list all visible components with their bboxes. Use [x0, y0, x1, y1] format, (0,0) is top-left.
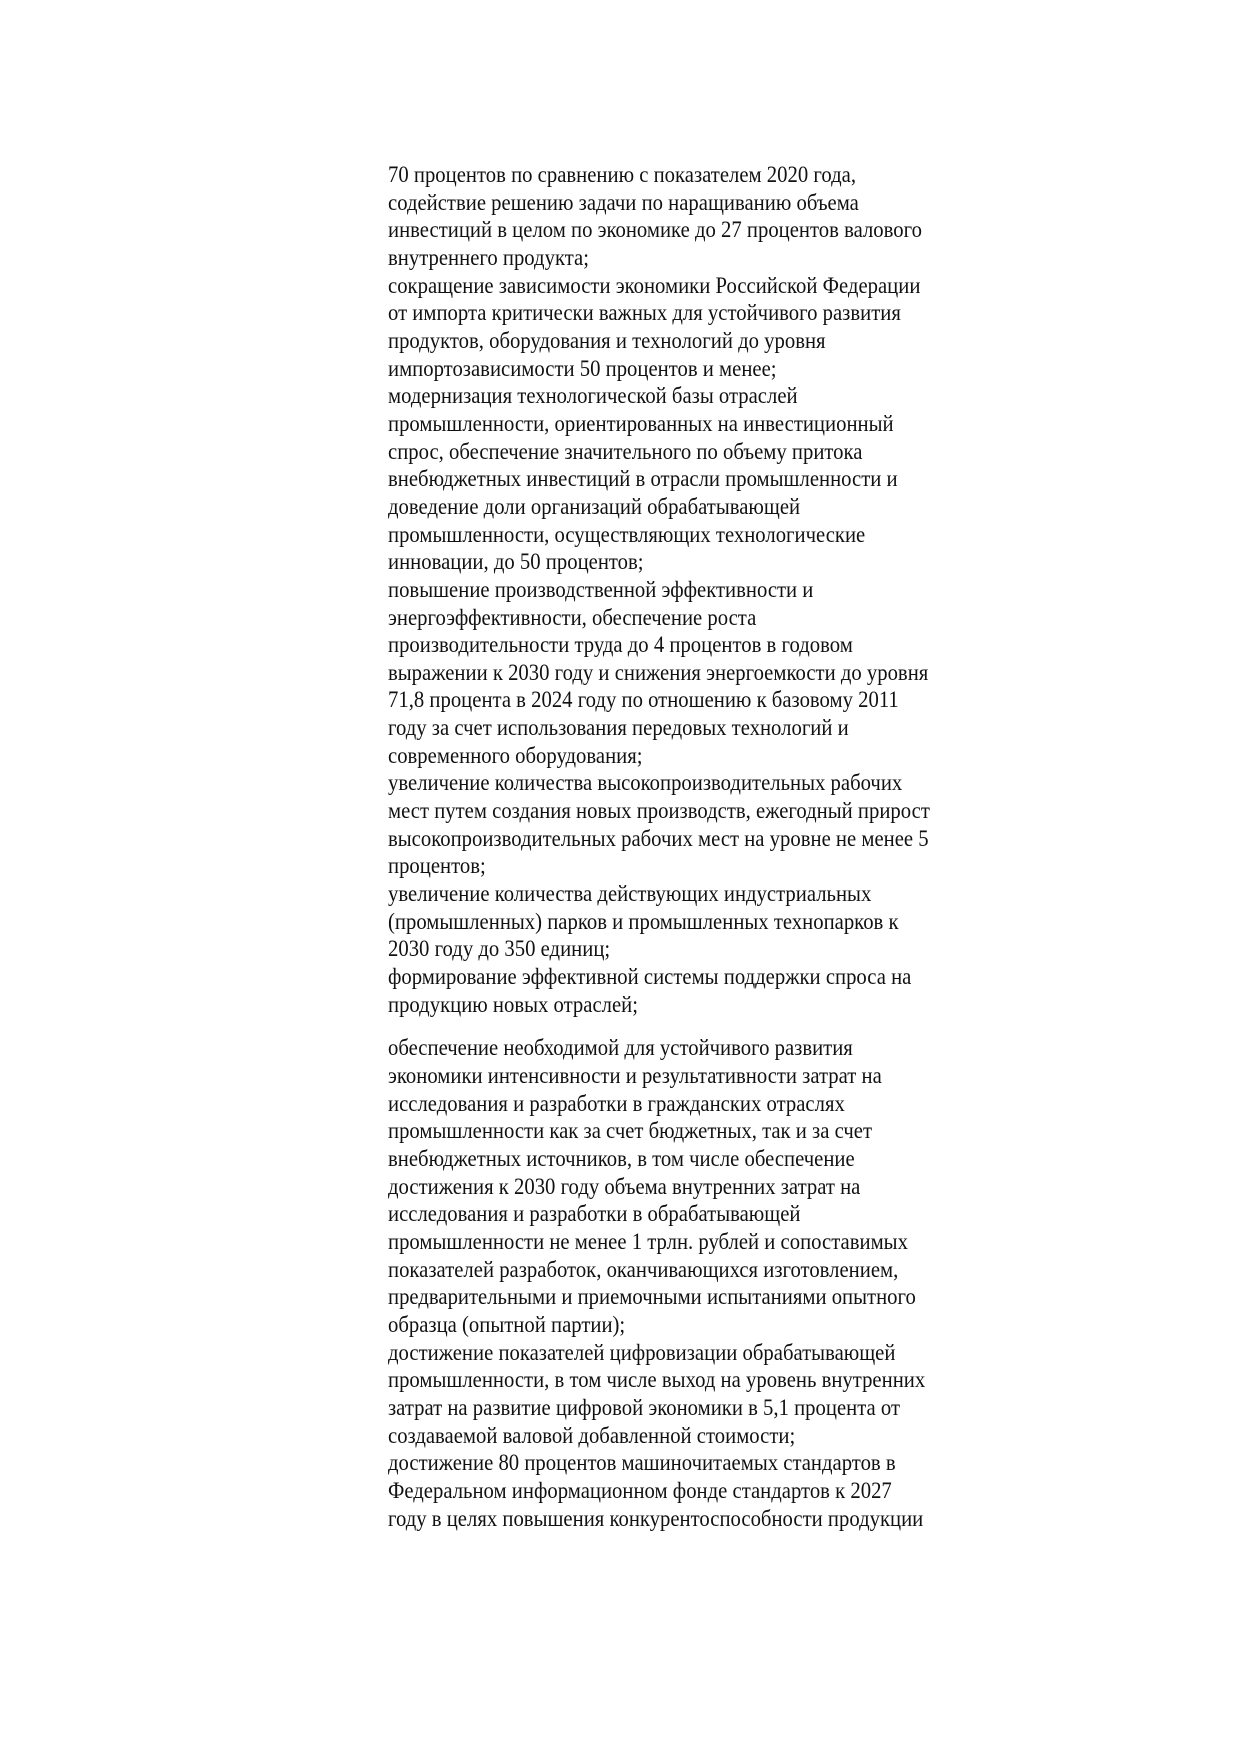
- text-block-2: [388, 1034, 1068, 1532]
- text-line: промышленности как за счет бюджетных, так и за счет: [388, 1118, 873, 1144]
- text-block-1: [388, 161, 1068, 1018]
- text-line: увеличение количества действующих индустриальных: [388, 881, 872, 907]
- text-line: предварительными и приемочными испытаниями опытного: [388, 1284, 916, 1310]
- text-line: образца (опытной партии);: [388, 1311, 626, 1337]
- text-line: обеспечение необходимой для устойчивого развития: [388, 1035, 853, 1061]
- text-line: (промышленных) парков и промышленных технопарков к: [388, 908, 899, 934]
- text-line: 71,8 процента в 2024 году по отношению к базовому 2011: [388, 687, 899, 713]
- text-line: инвестиций в целом по экономике до 27 процентов валового: [388, 217, 922, 243]
- text-line: исследования и разработки в обрабатывающей: [388, 1201, 801, 1227]
- text-line: внебюджетных инвестиций в отрасли промышленности и: [388, 466, 898, 492]
- text-line: достижение 80 процентов машиночитаемых стандартов в: [388, 1450, 896, 1476]
- text-line: инновации, до 50 процентов;: [388, 549, 644, 575]
- text-line: затрат на развитие цифровой экономики в 5,1 процента от: [388, 1394, 901, 1420]
- text-line: промышленности, в том числе выход на уровень внутренних: [388, 1367, 926, 1393]
- text-line: продуктов, оборудования и технологий до уровня: [388, 327, 826, 353]
- text-line: выражении к 2030 году и снижения энергоемкости до уровня: [388, 659, 929, 685]
- text-line: увеличение количества высокопроизводительных рабочих: [388, 770, 903, 796]
- text-line: показателей разработок, оканчивающихся изготовлением,: [388, 1256, 899, 1282]
- text-line: Федеральном информационном фонде стандартов к 2027: [388, 1477, 892, 1503]
- text-line: сокращение зависимости экономики Российской Федерации: [388, 272, 921, 298]
- text-line: достижение показателей цифровизации обрабатывающей: [388, 1339, 896, 1365]
- text-line: мест путем создания новых производств, ежегодный прирост: [388, 798, 930, 824]
- text-line: внебюджетных источников, в том числе обеспечение: [388, 1145, 855, 1171]
- text-line: импортозависимости 50 процентов и менее;: [388, 355, 777, 381]
- text-line: промышленности, осуществляющих технологические: [388, 521, 866, 547]
- text-line: промышленности не менее 1 трлн. рублей и сопоставимых: [388, 1228, 908, 1254]
- text-line: спрос, обеспечение значительного по объему притока: [388, 438, 863, 464]
- text-line: промышленности, ориентированных на инвестиционный: [388, 410, 894, 436]
- text-line: достижения к 2030 году объема внутренних затрат на: [388, 1173, 861, 1199]
- text-line: экономики интенсивности и результативности затрат на: [388, 1063, 882, 1088]
- paragraph-gap: [388, 1018, 1068, 1034]
- text-line: 70 процентов по сравнению с показателем 2020 года,: [388, 162, 857, 187]
- text-line: высокопроизводительных рабочих мест на уровне не менее 5: [388, 825, 929, 851]
- text-line: модернизация технологической базы отраслей: [388, 383, 798, 409]
- text-line: от импорта критически важных для устойчивого развития: [388, 300, 901, 326]
- text-line: внутреннего продукта;: [388, 244, 589, 270]
- text-line: доведение доли организаций обрабатывающей: [388, 493, 801, 519]
- text-line: формирование эффективной системы поддержки спроса на: [388, 964, 912, 990]
- text-line: процентов;: [388, 853, 486, 879]
- text-line: продукцию новых отраслей;: [388, 991, 639, 1017]
- text-line: современного оборудования;: [388, 742, 643, 768]
- text-line: производительности труда до 4 процентов в годовом: [388, 632, 853, 658]
- text-line: энергоэффективности, обеспечение роста: [388, 604, 757, 630]
- text-line: году в целях повышения конкурентоспособности продукции: [388, 1505, 924, 1531]
- text-line: создаваемой валовой добавленной стоимости;: [388, 1422, 796, 1448]
- text-line: 2030 году до 350 единиц;: [388, 936, 611, 962]
- text-column: [388, 161, 1068, 1532]
- text-line: исследования и разработки в гражданских отраслях: [388, 1090, 845, 1116]
- text-line: содействие решению задачи по наращиванию объема: [388, 189, 859, 215]
- text-line: году за счет использования передовых технологий и: [388, 715, 849, 741]
- text-line: повышение производственной эффективности и: [388, 576, 814, 602]
